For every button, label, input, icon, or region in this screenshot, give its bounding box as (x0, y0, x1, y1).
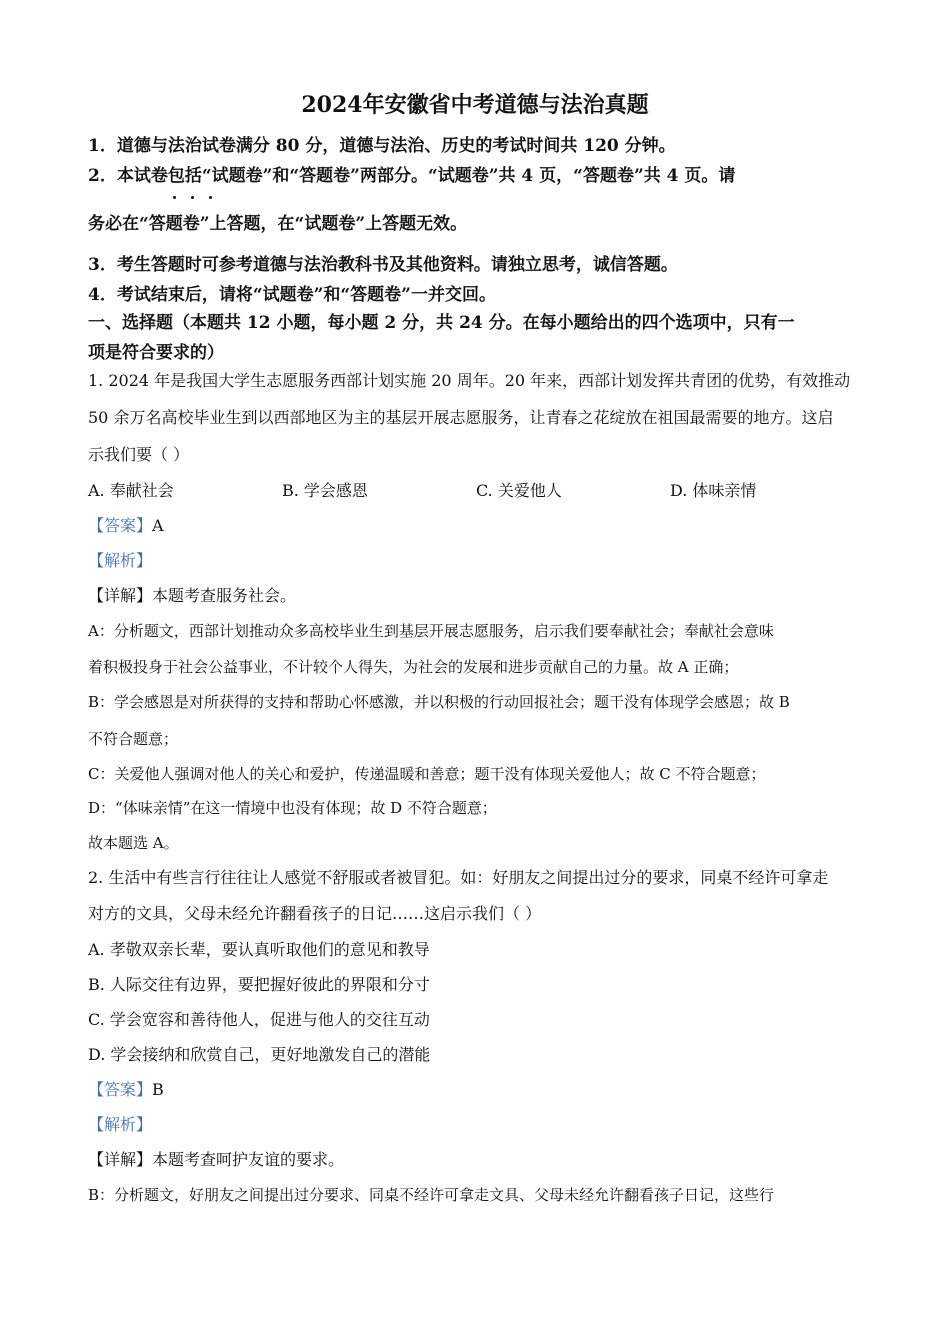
q1-stem: 1. 2024 年是我国大学生志愿服务西部计划实施 20 周年。20 年来，西部计划发挥共青团的优势，有效推动 (88, 371, 851, 390)
detail-text: 本题考查服务社会。 (152, 586, 297, 605)
note-2-cont: 务必在“答题卷”上答题，在“试题卷”上答题无效。 (88, 214, 468, 234)
q1-stem: 50 余万名高校毕业生到以西部地区为主的基层开展志愿服务，让青春之花绽放在祖国最需要的地方。这启 (88, 408, 834, 427)
q1-analysis-line: 不符合题意； (88, 730, 179, 748)
answer-value: A (152, 516, 164, 535)
q1-analysis-line: D：“体味亲情”在这一情境中也没有体现；故 D 不符合题意； (88, 799, 497, 817)
note-1: 1．道德与法治试卷满分 80 分，道德与法治、历史的考试时间共 120 分钟。 (88, 136, 676, 156)
q2-stem: 对方的文具，父母未经允许翻看孩子的日记……这启示我们（ ） (88, 904, 542, 923)
q1-option-a: A. 奉献社会 (88, 481, 174, 500)
answer-value: B (152, 1080, 164, 1099)
q1-analysis-line: C：关爱他人强调对他人的关心和爱护，传递温暖和善意；题干没有体现关爱他人；故 C 不符合题意； (88, 765, 766, 783)
page-title: 2024年安徽省中考道德与法治真题 (301, 92, 649, 118)
q1-analysis-tag: 【解析】 (88, 551, 153, 570)
q2-detail (88, 1149, 344, 1171)
q1-stem: 示我们要（ ） (88, 445, 190, 464)
q2-option-b: B. 人际交往有边界，要把握好彼此的界限和分寸 (88, 975, 430, 994)
q2-answer (88, 1079, 164, 1101)
q1-option-b: B. 学会感恩 (282, 481, 368, 500)
q1-answer (88, 515, 164, 537)
q1-analysis-line: 故本题选 A。 (88, 834, 179, 852)
detail-tag: 【详解】 (88, 1150, 153, 1169)
q1-detail (88, 585, 296, 607)
q1-option-d: D. 体味亲情 (670, 481, 757, 500)
section-heading: 一、选择题（本题共 12 小题，每小题 2 分，共 24 分。在每小题给出的四个选项中，只有一 (88, 313, 795, 333)
q1-analysis-line: A：分析题文，西部计划推动众多高校毕业生到基层开展志愿服务，启示我们要奉献社会；奉献社会意味 (88, 622, 774, 640)
emphasis-dot (191, 196, 194, 199)
q2-option-a: A. 孝敬双亲长辈，要认真听取他们的意见和教导 (88, 940, 430, 959)
q1-analysis-line: B：学会感恩是对所获得的支持和帮助心怀感激，并以积极的行动回报社会；题干没有体现学会感恩；故 B (88, 693, 790, 711)
q2-option-c: C. 学会宽容和善待他人，促进与他人的交往互动 (88, 1010, 430, 1029)
detail-tag: 【详解】 (88, 586, 153, 605)
q1-option-c: C. 关爱他人 (476, 481, 562, 500)
answer-tag: 【答案】 (88, 516, 153, 535)
emphasis-dot (173, 196, 176, 199)
note-4: 4．考试结束后，请将“试题卷”和“答题卷”一并交回。 (88, 285, 496, 305)
q2-analysis-tag: 【解析】 (88, 1115, 153, 1134)
note-3: 3．考生答题时可参考道德与法治教科书及其他资料。请独立思考，诚信答题。 (88, 255, 678, 275)
q1-analysis-line: 着积极投身于社会公益事业，不计较个人得失，为社会的发展和进步贡献自己的力量。故 A 正确； (88, 658, 739, 676)
q2-option-d: D. 学会接纳和欣赏自己，更好地激发自己的潜能 (88, 1045, 431, 1064)
note-2: 2．本试卷包括“试题卷”和“答题卷”两部分。“试题卷”共 4 页，“答题卷”共 4 页。请 (88, 166, 736, 186)
emphasis-dot (209, 196, 212, 199)
detail-text: 本题考查呵护友谊的要求。 (152, 1150, 345, 1169)
q2-analysis-line: B：分析题文，好朋友之间提出过分要求、同桌不经许可拿走文具、父母未经允许翻看孩子日记，这些行 (88, 1186, 775, 1204)
section-heading-cont: 项是符合要求的） (88, 343, 224, 363)
q2-stem: 2. 生活中有些言行往往让人感觉不舒服或者被冒犯。如：好朋友之间提出过分的要求，同桌不经许可拿走 (88, 868, 829, 887)
answer-tag: 【答案】 (88, 1080, 153, 1099)
